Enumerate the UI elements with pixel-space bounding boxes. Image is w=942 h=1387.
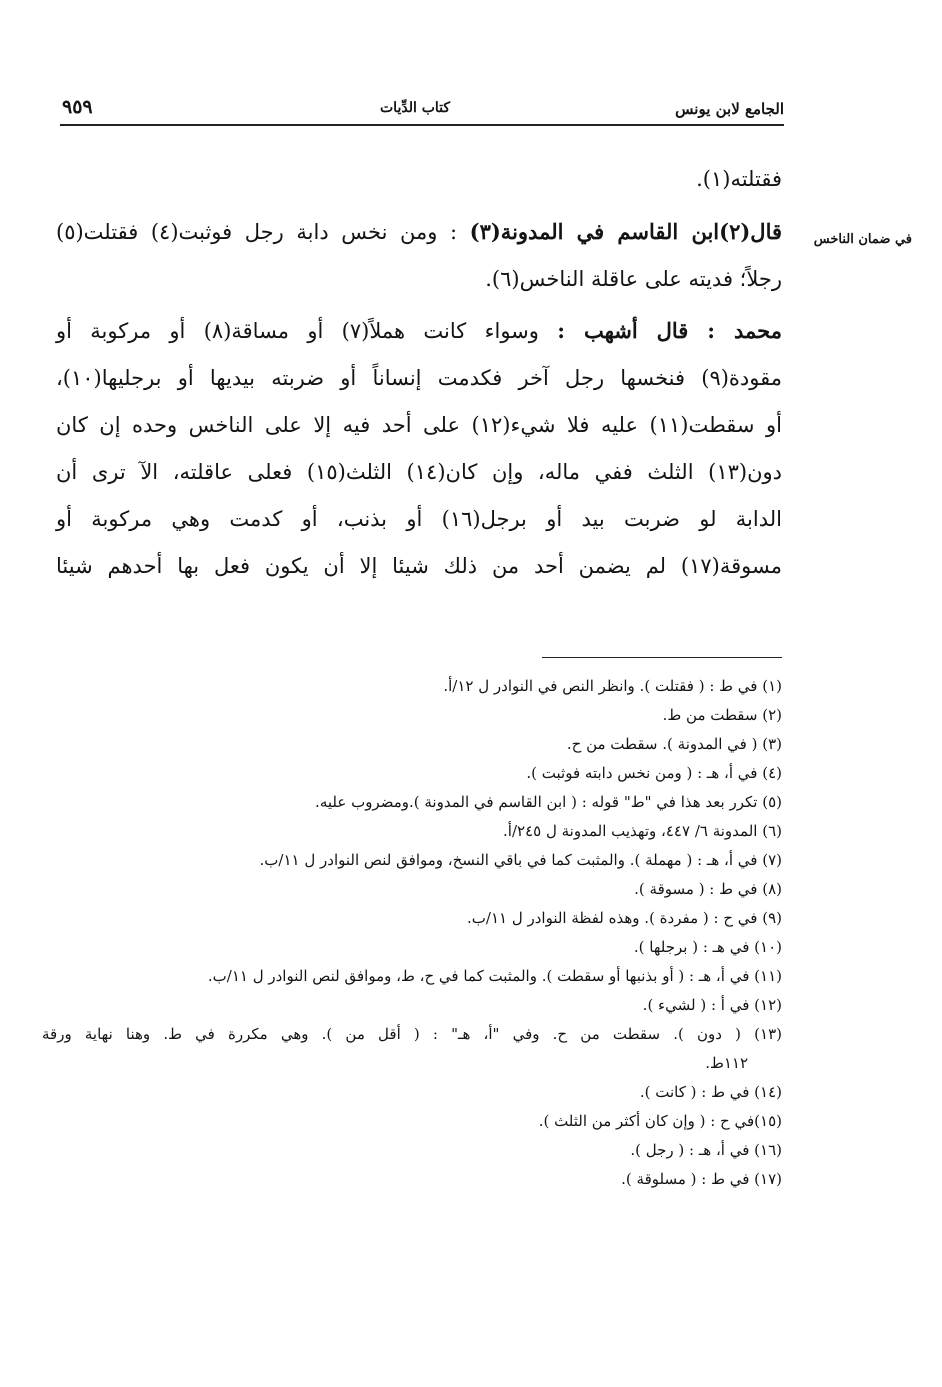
footnote-13: (١٣) ( دون ). سقطت من ح. وفي "أ، هـ" : ( أقل من ). وهي مكررة في ط. وهنا نهاية ورقة bbox=[42, 1025, 782, 1043]
book-title: الجامع لابن يونس bbox=[675, 100, 784, 118]
margin-note: في ضمان الناخس bbox=[813, 232, 912, 247]
footnotes bbox=[42, 672, 782, 1194]
footnote-1: (١) في ط : ( فقتلت ). وانظر النص في النوادر ل ١٢/أ. bbox=[443, 677, 782, 695]
footnote-4: (٤) في أ، هـ : ( ومن نخس دابته فوثبت ). bbox=[526, 764, 782, 782]
footnote-17: (١٧) في ط : ( مسلوقة ). bbox=[621, 1170, 782, 1188]
footnote-divider bbox=[542, 657, 782, 658]
footnote-7: (٧) في أ، هـ : ( مهملة ). والمثبت كما في باقي النسخ، وموافق لنص النوادر ل ١١/ب. bbox=[259, 851, 782, 869]
footnote-15: (١٥)في ح : ( وإن كان أكثر من الثلث ). bbox=[538, 1112, 782, 1130]
footnote-8: (٨) في ط : ( مسوقة ). bbox=[634, 880, 782, 898]
main-text-paragraph-1 bbox=[56, 208, 782, 303]
footnote-11: (١١) في أ، هـ : ( أو بذنبها أو سقطت ). والمثبت كما في ح، ط، وموافق لنص النوادر ل ١١/ب. bbox=[207, 967, 782, 985]
footnote-14: (١٤) في ط : ( كانت ). bbox=[639, 1083, 782, 1101]
footnote-6: (٦) المدونة ٦/ ٤٤٧، وتهذيب المدونة ل ٢٤٥/أ. bbox=[503, 822, 782, 840]
main-line-9: مسوقة(١٧) لم يضمن أحد من ذلك شيئا إلا أن يكون فعل بها أحدهم شيئا bbox=[56, 554, 782, 578]
footnote-16: (١٦) في أ، هـ : ( رجل ). bbox=[630, 1141, 782, 1159]
main-line-6: أو سقطت(١١) عليه فلا شيء(١٢) على أحد فيه إلا على الناخس وحده إن كان bbox=[56, 413, 782, 437]
lead-words: محمد : قال أشهب : bbox=[557, 318, 782, 343]
footnote-10: (١٠) في هـ : ( برجلها ). bbox=[633, 938, 782, 956]
page-header bbox=[60, 96, 784, 126]
footnote-2: (٢) سقطت من ط. bbox=[662, 706, 782, 724]
main-text-paragraph-2 bbox=[56, 307, 782, 590]
main-text-opening bbox=[56, 156, 782, 203]
main-line-8: الدابة لو ضربت بيد أو برجل(١٦) أو بذنب، أو كدمت وهي مركوبة أو bbox=[56, 507, 782, 531]
main-line-1: فقتلته(١). bbox=[696, 167, 782, 191]
footnote-12: (١٢) في أ : ( لشيء ). bbox=[642, 996, 782, 1014]
chapter-title: كتاب الدِّيات bbox=[380, 100, 451, 116]
footnote-3: (٣) ( في المدونة ). سقطت من ح. bbox=[566, 735, 782, 753]
lead-words: قال(٢)ابن القاسم في المدونة(٣) bbox=[469, 219, 783, 244]
main-line-5: مقودة(٩) فنخسها رجل آخر فكدمت إنساناً أو ضربته بيديها أو برجليها(١٠)، bbox=[56, 366, 782, 390]
footnote-13-continuation: ١١٢ط. bbox=[705, 1054, 748, 1072]
page-number: ٩٥٩ bbox=[62, 96, 93, 118]
footnote-9: (٩) في ح : ( مفردة ). وهذه لفظة النوادر ل ١١/ب. bbox=[466, 909, 782, 927]
main-line-7: دون(١٣) الثلث ففي ماله، وإن كان(١٤) الثلث(١٥) فعلى عاقلته، الآ ترى أن bbox=[56, 460, 782, 484]
main-line-3: رجلاً؛ فديته على عاقلة الناخس(٦). bbox=[485, 267, 782, 291]
main-line-2: قال(٢)ابن القاسم في المدونة(٣) : ومن نخس دابة رجل فوثبت(٤) فقتلت(٥) bbox=[56, 219, 783, 244]
footnote-5: (٥) تكرر بعد هذا في "ط" قوله : ( ابن القاسم في المدونة ).ومضروب عليه. bbox=[315, 793, 782, 811]
main-line-4: محمد : قال أشهب : وسواء كانت هملاً(٧) أو مساقة(٨) أو مركوبة أو bbox=[56, 318, 782, 343]
